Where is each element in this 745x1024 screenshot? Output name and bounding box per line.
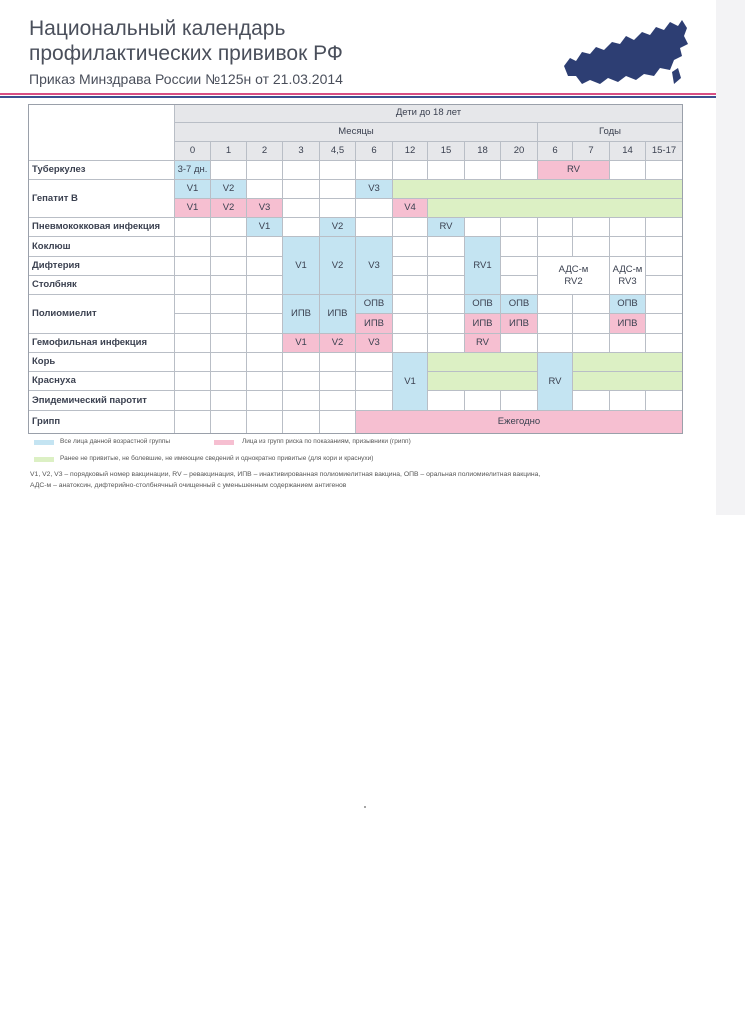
empty-cell [393,218,428,237]
column-header: 15-17 [646,142,683,161]
empty-cell [646,391,683,411]
pneumo-cell: V1 [247,218,283,237]
column-header: 15 [428,142,465,161]
column-header: 14 [610,142,646,161]
page-title-line1: Национальный календарь [29,17,286,40]
catch-up-cell [573,353,683,372]
polio-cell: ОПВ [356,295,393,314]
catch-up-cell [393,199,683,218]
legend-text-green: Ранее не привитые, не болевшие, не имеющие сведений и однократно привитые (для кори и краснухи) [60,455,374,462]
empty-cell [283,161,320,180]
empty-cell [356,391,393,411]
column-header: 7 [573,142,610,161]
row-label: Пневмококковая инфекция [28,218,175,237]
empty-cell [428,276,465,295]
empty-cell [175,334,211,353]
column-header: 3 [283,142,320,161]
empty-cell [247,372,283,391]
empty-cell [465,161,501,180]
empty-cell [356,353,393,372]
empty-cell [320,180,356,199]
empty-cell [211,257,247,276]
polio-cell: ИПВ [356,314,393,334]
empty-cell [247,314,283,334]
empty-cell [428,314,465,334]
empty-cell [393,257,428,276]
empty-cell [247,237,283,257]
row-label: Столбняк [28,276,175,295]
empty-cell [320,161,356,180]
tb-cell: 3-7 дн. [175,161,211,180]
empty-cell [247,411,283,434]
header-years: Годы [538,123,683,142]
empty-cell [538,314,573,334]
catch-up-cell [428,372,538,391]
empty-cell [175,353,211,372]
empty-cell [393,161,428,180]
tb-revax-cell: RV [538,161,610,180]
empty-cell [283,218,320,237]
polio-cell: ИПВ [501,314,538,334]
column-header: 1 [211,142,247,161]
empty-cell [501,334,538,353]
polio-cell: ОПВ [465,295,501,314]
russia-map-icon [560,14,690,90]
empty-cell [211,314,247,334]
empty-cell [175,257,211,276]
abbreviation-note-line2: АДС-м – анатоксин, дифтерийно-столбнячный очищенный с уменьшенным содержанием антигенов [30,482,347,489]
scan-speck [364,806,366,808]
empty-cell [646,334,683,353]
empty-cell [320,391,356,411]
empty-cell [247,295,283,314]
hib-cell: V2 [320,334,356,353]
header-months: Месяцы [175,123,538,142]
hepb-cell: V2 [211,180,247,199]
row-label: Грипп [28,411,175,434]
empty-cell [573,391,610,411]
scan-edge [716,0,745,515]
order-subtitle: Приказ Минздрава России №125н от 21.03.2014 [29,71,343,87]
header-rule-pink [0,93,716,95]
empty-cell [573,237,610,257]
empty-cell [211,391,247,411]
empty-cell [247,276,283,295]
polio-cell: ИПВ [283,295,320,334]
empty-cell [211,334,247,353]
empty-cell [573,295,610,314]
empty-cell [320,411,356,434]
empty-cell [320,353,356,372]
column-header: 4,5 [320,142,356,161]
empty-cell [175,391,211,411]
empty-cell [501,257,538,276]
hib-cell: RV [465,334,501,353]
empty-cell [175,295,211,314]
empty-cell [646,161,683,180]
row-label: Корь [28,353,175,372]
empty-cell [573,218,610,237]
empty-cell [393,314,428,334]
polio-cell: ОПВ [501,295,538,314]
empty-cell [501,237,538,257]
empty-cell [320,199,356,218]
empty-cell [393,237,428,257]
empty-cell [356,218,393,237]
empty-cell [175,372,211,391]
empty-cell [501,218,538,237]
empty-cell [646,295,683,314]
empty-cell [247,180,283,199]
vaccination-table [28,104,683,434]
header-rule-blue [0,96,716,98]
polio-cell: ИПВ [610,314,646,334]
row-label: Эпидемический паротит [28,391,175,411]
legend-swatch-blue [34,440,54,445]
corner-cell [28,104,175,161]
empty-cell [211,353,247,372]
empty-cell [538,218,573,237]
empty-cell [646,257,683,276]
empty-cell [283,391,320,411]
empty-cell [175,276,211,295]
row-label: Гемофильная инфекция [28,334,175,353]
empty-cell [646,314,683,334]
empty-cell [211,218,247,237]
dtp-cell: V2 [320,237,356,295]
mmr-cell: RV [538,353,573,411]
hib-cell: V1 [283,334,320,353]
empty-cell [428,391,465,411]
dtp-cell: V3 [356,237,393,295]
abbreviation-note-line1: V1, V2, V3 – порядковый номер вакцинации, RV – ревакцинация, ИПВ – инактивированная полиомиелитная вакцина, ОПВ – оральная полиомиелитная вакцина, [30,471,541,478]
empty-cell [175,411,211,434]
empty-cell [610,391,646,411]
polio-cell: ИПВ [320,295,356,334]
column-header: 0 [175,142,211,161]
legend-text-blue: Все лица данной возрастной группы [60,438,171,445]
empty-cell [175,314,211,334]
empty-cell [175,237,211,257]
catch-up-cell [573,372,683,391]
empty-cell [501,276,538,295]
empty-cell [283,180,320,199]
empty-cell [356,199,393,218]
empty-cell [610,334,646,353]
empty-cell [610,161,646,180]
empty-cell [211,237,247,257]
empty-cell [428,334,465,353]
empty-cell [428,237,465,257]
catch-up-cell [393,180,683,199]
empty-cell [428,161,465,180]
column-header: 6 [356,142,393,161]
empty-cell [393,276,428,295]
dtp-revax-cell: АДС-м RV2 [538,257,610,295]
empty-cell [428,257,465,276]
dtp-revax-cell: RV1 [465,237,501,295]
mmr-cell: V1 [393,353,428,411]
polio-cell: ОПВ [610,295,646,314]
empty-cell [283,372,320,391]
row-label: Коклюш [28,237,175,257]
empty-cell [573,314,610,334]
empty-cell [211,411,247,434]
empty-cell [247,334,283,353]
empty-cell [211,161,247,180]
row-label: Туберкулез [28,161,175,180]
row-label: Гепатит В [28,180,175,218]
hib-cell: V3 [356,334,393,353]
hepb-cell: V1 [175,180,211,199]
legend-swatch-green [34,457,54,462]
row-label: Краснуха [28,372,175,391]
header-children-under-18: Дети до 18 лет [175,104,683,123]
legend-text-pink: Лица из групп риска по показаниям, призывники (грипп) [242,438,411,445]
hepb-risk-cell: V1 [175,199,211,218]
hepb-risk-cell: V4 [393,199,428,218]
empty-cell [247,391,283,411]
empty-cell [283,199,320,218]
empty-cell [646,276,683,295]
legend-swatch-pink [214,440,234,445]
page-title-line2: профилактических прививок РФ [29,42,343,65]
empty-cell [573,334,610,353]
empty-cell [211,372,247,391]
empty-cell [538,334,573,353]
dtp-revax-cell: АДС-м RV3 [610,257,646,295]
empty-cell [393,295,428,314]
empty-cell [538,237,573,257]
dtp-cell: V1 [283,237,320,295]
empty-cell [247,257,283,276]
column-header: 12 [393,142,428,161]
empty-cell [538,295,573,314]
empty-cell [283,353,320,372]
empty-cell [646,218,683,237]
empty-cell [247,353,283,372]
column-header: 18 [465,142,501,161]
empty-cell [610,218,646,237]
column-header: 6 [538,142,573,161]
catch-up-cell [428,353,538,372]
empty-cell [501,391,538,411]
empty-cell [283,411,320,434]
pneumo-cell: RV [428,218,465,237]
row-label: Дифтерия [28,257,175,276]
column-header: 2 [247,142,283,161]
hepb-risk-cell: V2 [211,199,247,218]
empty-cell [320,372,356,391]
hepb-risk-cell: V3 [247,199,283,218]
empty-cell [610,237,646,257]
hepb-cell: V3 [356,180,393,199]
column-header: 20 [501,142,538,161]
row-label: Полиомиелит [28,295,175,334]
empty-cell [465,391,501,411]
empty-cell [465,218,501,237]
empty-cell [211,295,247,314]
empty-cell [247,161,283,180]
empty-cell [211,276,247,295]
empty-cell [356,372,393,391]
flu-cell: Ежегодно [356,411,683,434]
empty-cell [646,237,683,257]
empty-cell [175,218,211,237]
empty-cell [428,295,465,314]
pneumo-cell: V2 [320,218,356,237]
empty-cell [393,334,428,353]
empty-cell [501,161,538,180]
empty-cell [356,161,393,180]
polio-cell: ИПВ [465,314,501,334]
